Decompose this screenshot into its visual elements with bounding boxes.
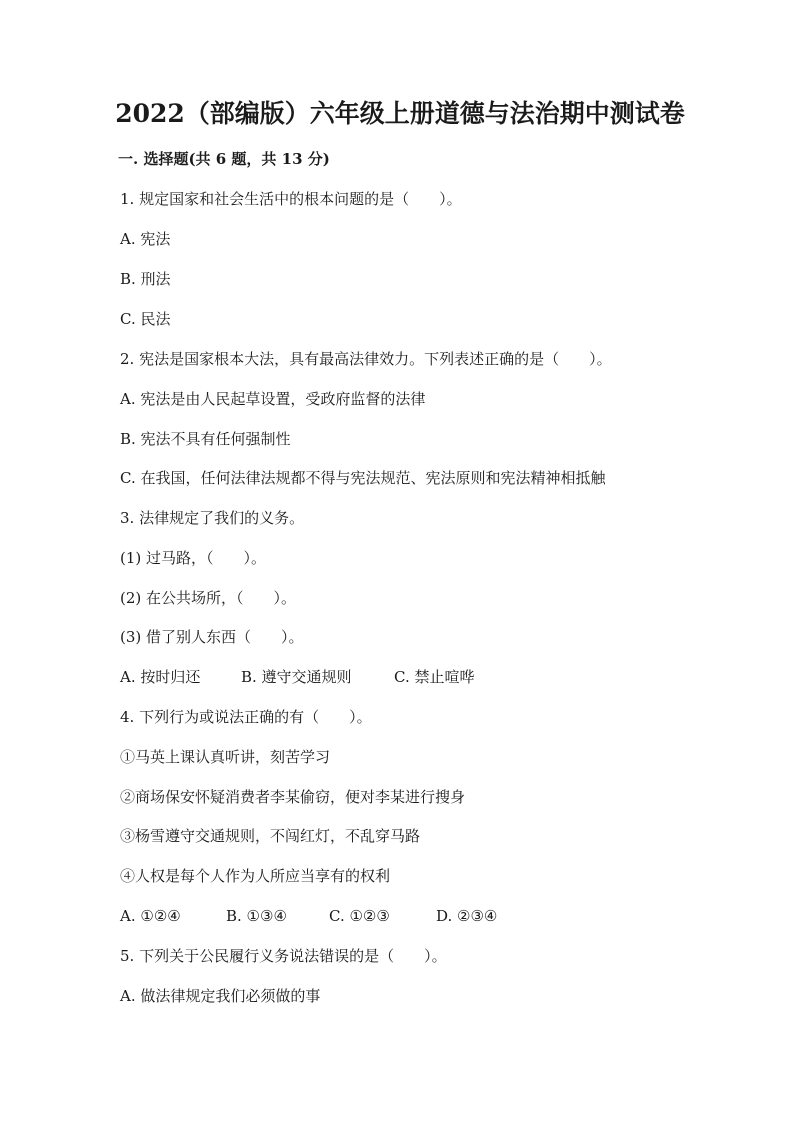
question-2-option-a: A. 宪法是由人民起草设置，受政府监督的法律	[120, 390, 426, 408]
question-2-stem: 2. 宪法是国家根本大法，具有最高法律效力。下列表述正确的是（ ）。	[120, 350, 612, 368]
question-1-option-a: A. 宪法	[120, 230, 171, 248]
question-3-sub-1: (1) 过马路，（ ）。	[120, 549, 267, 567]
question-4-stem: 4. 下列行为或说法正确的有（ ）。	[120, 708, 372, 726]
question-4-option-d: D. ②③④	[436, 907, 498, 925]
question-4-option-c: C. ①②③	[329, 907, 390, 925]
question-3-options	[120, 666, 474, 688]
question-4-item-1: ①马英上课认真听讲，刻苦学习	[120, 748, 331, 766]
question-4-item-2: ②商场保安怀疑消费者李某偷窃，便对李某进行搜身	[120, 788, 466, 806]
question-3-stem: 3. 法律规定了我们的义务。	[120, 509, 305, 527]
question-5-option-a: A. 做法律规定我们必须做的事	[120, 987, 321, 1005]
question-4-option-b: B. ①③④	[226, 907, 287, 925]
question-2-option-c: C. 在我国，任何法律法规都不得与宪法规范、宪法原则和宪法精神相抵触	[120, 469, 606, 487]
question-3-option-b: B. 遵守交通规则	[241, 668, 352, 686]
question-4-option-a: A. ①②④	[120, 907, 181, 925]
question-3-sub-2: (2) 在公共场所，（ ）。	[120, 589, 297, 607]
section-heading: 一. 选择题(共 6 题，共 13 分)	[118, 150, 330, 168]
question-4-item-4: ④人权是每个人作为人所应当享有的权利	[120, 867, 391, 885]
question-4-item-3: ③杨雪遵守交通规则，不闯红灯，不乱穿马路	[120, 827, 421, 845]
question-3-sub-3: (3) 借了别人东西（ ）。	[120, 628, 304, 646]
question-3-option-c: C. 禁止喧哗	[394, 668, 475, 686]
question-5-stem: 5. 下列关于公民履行义务说法错误的是（ ）。	[120, 947, 447, 965]
question-1-option-b: B. 刑法	[120, 270, 171, 288]
page-title: 2022（部编版）六年级上册道德与法治期中测试卷	[115, 99, 685, 128]
question-1-option-c: C. 民法	[120, 310, 171, 328]
question-4-options	[120, 905, 497, 927]
question-3-option-a: A. 按时归还	[120, 668, 201, 686]
question-1-stem: 1. 规定国家和社会生活中的根本问题的是（ ）。	[120, 190, 462, 208]
question-2-option-b: B. 宪法不具有任何强制性	[120, 430, 291, 448]
